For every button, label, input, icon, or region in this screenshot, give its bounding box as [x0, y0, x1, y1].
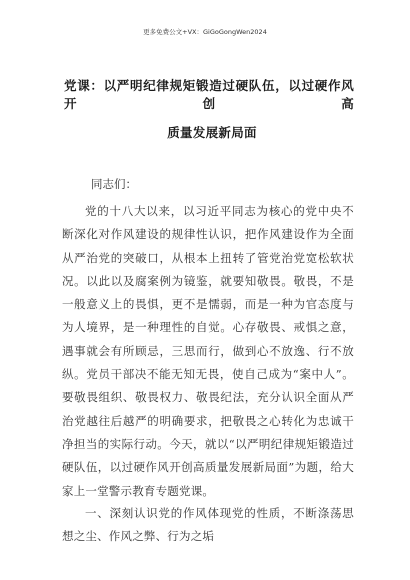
page-header: 更多免费公文+VX：GiGoGongWen2024: [143, 28, 267, 36]
body-paragraph: 党的十八大以来，以习近平同志为核心的党中央不断深化对作风建设的规律性认识，把作风建设作为全面从严治党的突破口，从根本上扭转了管党治党宽松软状况。以此以及腐案例为镜鉴，就要知敬畏。敬畏，不是一般意义上的畏惧，更不是懦弱，而是一种为官态度与为人境界，是一种理性的自觉。心存敬畏、戒惧之意，遇事就会有所顾忌，三思而行，做到心不放逸、行不放纵。党员干部决不能无知无畏，使自己成为“案中人”。要敬畏组织、敬畏权力、敬畏纪法，充分认识全面从严治党越往后越严的明确要求，把敬畏之心转化为忠诚干净担当的实际行动。今天，就以“以严明纪律规矩锻造过硬队伍，以过硬作风开创高质量发展新局面”为题，给大家上一堂警示教育专题党课。: [62, 204, 354, 498]
section-heading-1: 一、深刻认识党的作风体现党的性质，不断涤荡思想之尘、作风之弊、行为之垢: [62, 506, 354, 544]
document-title-line-2: 质量发展新局面: [167, 125, 257, 140]
greeting: 同志们：: [91, 177, 137, 191]
document-title-line-1: 党课：以严明纪律规矩锻造过硬队伍，以过硬作风开创高: [64, 78, 354, 111]
